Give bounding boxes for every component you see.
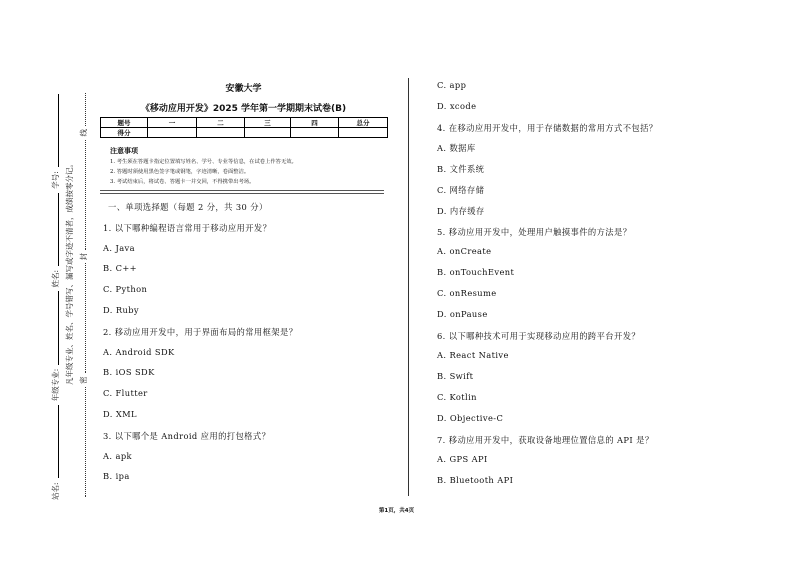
answer-option: D. Objective-C [437, 412, 504, 423]
binding-margin [40, 90, 100, 500]
answer-option: D. 内存缓存 [437, 205, 485, 216]
note-item: 2. 答题时须使用黑色签字笔或钢笔，字迹清晰，卷面整洁。 [110, 169, 250, 175]
score-header: 一 [148, 118, 197, 128]
answer-option: C. 网络存储 [437, 185, 485, 195]
score-cell [197, 128, 245, 138]
answer-option: A. GPS API [437, 454, 488, 465]
answer-option: A. Android SDK [103, 346, 175, 357]
answer-option: A. 数据库 [437, 143, 476, 154]
university-name: 安徽大学 [225, 84, 262, 94]
seal-char: 线 [79, 129, 88, 137]
score-table [100, 117, 388, 138]
score-cell [291, 128, 339, 138]
answer-option: A. apk [103, 450, 132, 461]
margin-warning: 凡年级专业、姓名、学号错写、漏写或字迹不清者，成绩按零分记。 [65, 160, 74, 385]
answer-option: A. React Native [437, 350, 509, 361]
answer-option: D. XML [103, 409, 137, 419]
score-header: 三 [245, 118, 291, 128]
answer-option: C. Flutter [103, 388, 148, 399]
answer-option: C. onResume [437, 288, 497, 298]
answer-option: D. onPause [437, 308, 488, 319]
answer-option: B. ipa [103, 471, 130, 482]
question-line: 1. 以下哪种编程语言常用于移动应用开发？ [103, 222, 272, 233]
score-row-label: 得分 [101, 128, 148, 138]
score-header: 总分 [339, 118, 388, 128]
margin-label-station: 站名: [51, 482, 60, 500]
question-line: 7. 移动应用开发中，获取设备地理位置信息的 API 是？ [437, 434, 654, 445]
question-line: 一、单项选择题（每题 2 分，共 30 分） [108, 202, 268, 212]
answer-option: B. 文件系统 [437, 164, 485, 175]
question-line: 2. 移动应用开发中，用于界面布局的常用框架是？ [103, 326, 298, 337]
answer-option: B. Swift [437, 371, 474, 382]
margin-label-name: 姓名: [51, 269, 60, 288]
score-cell [148, 128, 197, 138]
exam-title: 《移动应用开发》2025 学年第一学期期末试卷(B) [140, 104, 347, 114]
answer-option: A. Java [103, 242, 135, 253]
name-blank[interactable] [58, 193, 59, 266]
major-blank[interactable] [58, 292, 59, 365]
note-item: 3. 考试结束后，将试卷、答题卡一并交回，不得携带出考场。 [110, 179, 255, 185]
question-line: 3. 以下哪个是 Android 应用的打包格式？ [103, 430, 271, 441]
seal-char: 密 [79, 376, 88, 384]
answer-option: B. iOS SDK [103, 367, 155, 378]
answer-option: D. Ruby [103, 305, 140, 315]
score-cell [245, 128, 291, 138]
notes-heading: 注意事项 [110, 147, 138, 155]
margin-label-major: 年级专业: [51, 368, 60, 402]
note-item: 1. 考生须在答题卡指定位置填写姓名、学号、专业等信息，在试卷上作答无效。 [110, 159, 297, 165]
answer-option: A. onCreate [437, 246, 492, 257]
question-line: 5. 移动应用开发中，处理用户触摸事件的方法是？ [437, 226, 632, 237]
score-header: 二 [197, 118, 245, 128]
score-header: 四 [291, 118, 339, 128]
answer-option: D. xcode [437, 100, 477, 111]
double-divider [100, 190, 384, 194]
station-blank[interactable] [58, 405, 59, 478]
question-line: 6. 以下哪种技术可用于实现移动应用的跨平台开发？ [437, 330, 641, 341]
score-cell [339, 128, 388, 138]
answer-option: C. Python [103, 284, 148, 295]
score-header: 题号 [101, 118, 148, 128]
page-footer: 第1页，共4页 [378, 508, 415, 514]
answer-option: B. Bluetooth API [437, 475, 514, 486]
margin-label-id: 学号: [51, 171, 60, 189]
column-divider [408, 78, 409, 496]
answer-option: C. Kotlin [437, 392, 477, 402]
seal-char: 封 [79, 252, 88, 261]
answer-option: B. onTouchEvent [437, 267, 515, 278]
answer-option: C. app [437, 80, 467, 90]
id-blank[interactable] [58, 94, 59, 167]
answer-option: B. C++ [103, 263, 138, 274]
question-line: 4. 在移动应用开发中，用于存储数据的常用方式不包括？ [437, 122, 658, 133]
